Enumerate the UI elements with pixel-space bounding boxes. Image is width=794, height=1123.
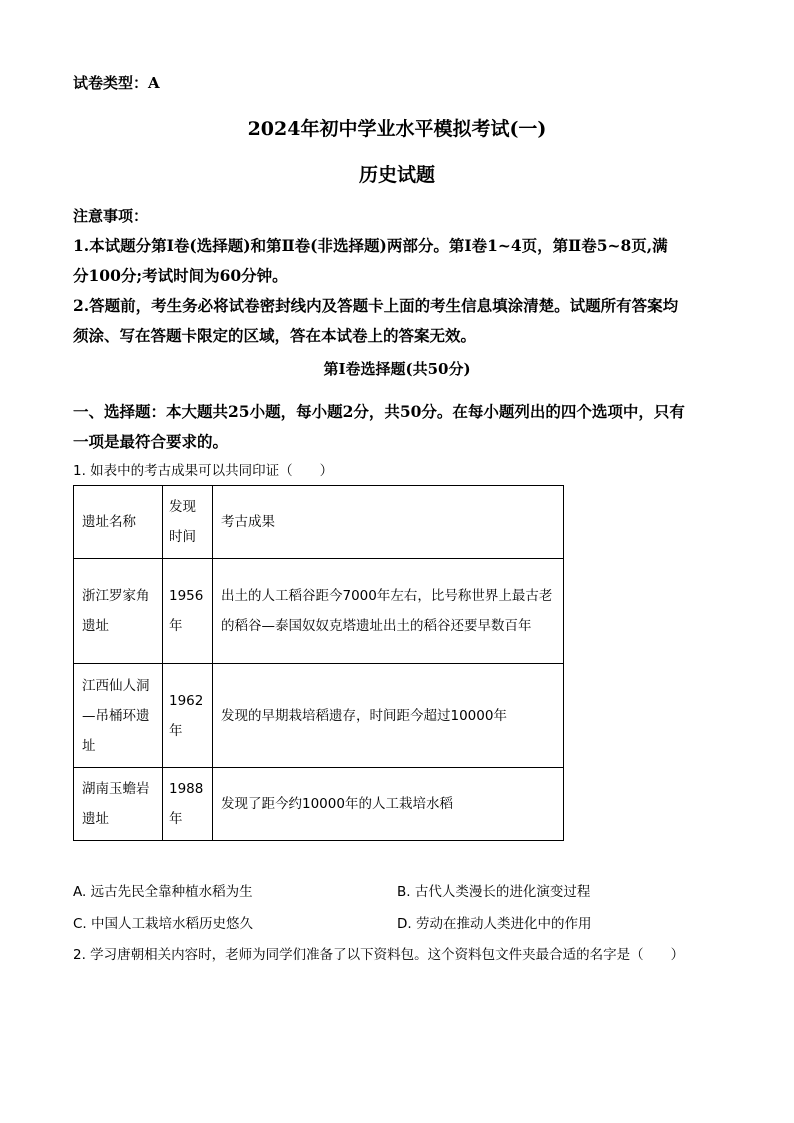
paper-type-label: 试卷类型：A [73, 74, 160, 92]
table-header-row [74, 486, 564, 559]
notice-line: 须涂、写在答题卡限定的区域，答在本试卷上的答案无效。 [73, 326, 477, 345]
notice-line: 分100分;考试时间为60分钟。 [73, 266, 288, 285]
option-d[interactable]: D. 劳动在推动人类进化中的作用 [397, 916, 592, 932]
findings-cell: 发现的早期栽培稻遗存，时间距今超过10000年 [213, 664, 564, 768]
table-row [74, 664, 564, 768]
question-2-stem: 2. 学习唐朝相关内容时，老师为同学们准备了以下资料包。这个资料包文件夹最合适的名字是（ ） [73, 947, 685, 963]
section-heading: 第Ⅰ卷选择题(共50分) [323, 360, 471, 378]
discovery-time-cell: 1962年 [163, 664, 213, 768]
findings-cell: 出土的人工稻谷距今7000年左右，比号称世界上最古老的稻谷—泰国奴奴克塔遗址出土的稻谷还要早数百年 [213, 559, 564, 664]
table-row [74, 559, 564, 664]
option-b[interactable]: B. 古代人类漫长的进化演变过程 [397, 884, 591, 900]
question-1-stem: 1. 如表中的考古成果可以共同印证（ ） [73, 463, 334, 479]
section-instruction: 一、选择题：本大题共25小题，每小题2分，共50分。在每小题列出的四个选项中，只有 [73, 402, 685, 421]
archaeology-table [73, 485, 564, 841]
site-name-cell: 湖南玉蟾岩遗址 [74, 768, 163, 841]
exam-subtitle: 历史试题 [358, 164, 435, 186]
notice-line: 1.本试题分第Ⅰ卷(选择题)和第Ⅱ卷(非选择题)两部分。第Ⅰ卷1~4页，第Ⅱ卷5~8页,满 [73, 236, 668, 255]
notice-line: 2.答题前，考生务必将试卷密封线内及答题卡上面的考生信息填涂清楚。试题所有答案均 [73, 296, 679, 315]
section-instruction: 一项是最符合要求的。 [73, 432, 229, 451]
notice-heading: 注意事项： [73, 207, 149, 225]
header-findings: 考古成果 [213, 486, 564, 559]
option-a[interactable]: A. 远古先民全靠种植水稻为生 [73, 884, 253, 900]
header-site-name: 遗址名称 [74, 486, 163, 559]
discovery-time-cell: 1988年 [163, 768, 213, 841]
table-row [74, 768, 564, 841]
header-discovery-time: 发现时间 [163, 486, 213, 559]
findings-cell: 发现了距今约10000年的人工栽培水稻 [213, 768, 564, 841]
option-c[interactable]: C. 中国人工栽培水稻历史悠久 [73, 916, 254, 932]
site-name-cell: 江西仙人洞—吊桶环遗址 [74, 664, 163, 768]
site-name-cell: 浙江罗家角遗址 [74, 559, 163, 664]
discovery-time-cell: 1956年 [163, 559, 213, 664]
exam-title: 2024年初中学业水平模拟考试(一) [247, 118, 547, 140]
